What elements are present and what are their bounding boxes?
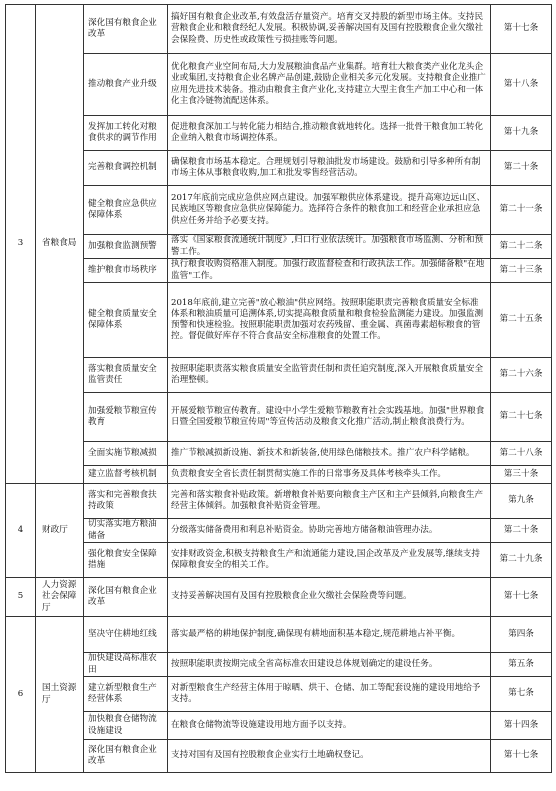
task-content: 2018年底前,建立完善"放心粮油"供应网络。按照职能职责完善粮食质量安全标准体系和粮油质量可追溯体系,切实提高粮食质量和粮食检验监测能力建设。加强监测预警和快速检验。按照职能职责加强对农药残留、重金属、真菌毒素超标粮食的管控。督促做好库存不符合食品安全标准粮食的处置工作。 <box>168 283 491 358</box>
table-row <box>6 5 552 54</box>
table-row <box>6 442 552 466</box>
task-content: 执行粮食收购资格准入制度。加强行政监督检查和行政执法工作。加强储备粮"在地监管"工作。 <box>168 259 491 283</box>
task-name: 深化国有粮食企业改革 <box>84 740 168 773</box>
task-name: 完善粮食调控机制 <box>84 151 168 186</box>
article-reference: 第四条 <box>491 617 552 653</box>
group-number: 4 <box>6 484 36 578</box>
task-content: 在粮食仓储物流等设施建设用地方面予以支持。 <box>168 712 491 740</box>
task-name: 健全粮食应急供应保障体系 <box>84 186 168 235</box>
responsible-department: 人力资源社会保障厅 <box>36 578 84 617</box>
article-reference: 第十七条 <box>491 5 552 54</box>
task-content: 2017年底前完成应急供应网点建设。加强军粮供应体系建设。提升高寒边远山区、民族地区等粮食应急供应保障能力。选择符合条件的粮食加工和经营企业承担应急供应任务并给予必要支持。 <box>168 186 491 235</box>
task-name: 健全粮食质量安全保障体系 <box>84 283 168 358</box>
article-reference: 第十四条 <box>491 712 552 740</box>
table-row <box>6 653 552 677</box>
task-name: 深化国有粮食企业改革 <box>84 578 168 617</box>
task-name: 加强爱粮节粮宣传教育 <box>84 393 168 442</box>
table-row <box>6 116 552 151</box>
table-row <box>6 151 552 186</box>
task-content: 分级落实储备费用和利息补贴资金。协助完善地方储备粮油管理办法。 <box>168 519 491 543</box>
task-name: 切实落实地方粮油储备 <box>84 519 168 543</box>
table-row <box>6 393 552 442</box>
task-content: 促进粮食深加工与转化能力相结合,推动粮食就地转化。选择一批骨干粮食加工转化企业纳入粮食市场调控体系。 <box>168 116 491 151</box>
article-reference: 第二十二条 <box>491 235 552 259</box>
article-reference: 第七条 <box>491 677 552 712</box>
task-name: 强化粮食安全保障措施 <box>84 543 168 578</box>
task-content: 完善和落实粮食补贴政策。新增粮食补贴要向粮食主产区和主产县倾斜,向粮食生产经营主体倾斜。加强粮食补贴资金管理。 <box>168 484 491 519</box>
task-content: 确保粮食市场基本稳定。合理规划引导粮油批发市场建设。鼓励和引导多种所有制市场主体从事粮食收购,加工和批发零售经营活动。 <box>168 151 491 186</box>
task-content: 支持妥善解决国有及国有控股粮食企业欠缴社会保险费等问题。 <box>168 578 491 617</box>
task-name: 推动粮食产业升级 <box>84 54 168 116</box>
responsible-department: 财政厅 <box>36 484 84 578</box>
task-content: 支持对国有及国有控股粮食企业实行土地确权登记。 <box>168 740 491 773</box>
task-name: 发挥加工转化对粮食供求的调节作用 <box>84 116 168 151</box>
table-row <box>6 677 552 712</box>
table-row <box>6 186 552 235</box>
article-reference: 第二十六条 <box>491 358 552 393</box>
article-reference: 第十九条 <box>491 116 552 151</box>
article-reference: 第二十八条 <box>491 442 552 466</box>
task-content: 对新型粮食生产经营主体用于晾晒、烘干、仓储、加工等配套设施的建设用地给予支持。 <box>168 677 491 712</box>
task-name: 落实粮食质量安全监管责任 <box>84 358 168 393</box>
table-row <box>6 259 552 283</box>
table-body <box>6 5 552 773</box>
article-reference: 第二十三条 <box>491 259 552 283</box>
task-content: 搞好国有粮食企业改革,有效盘活存量资产。培育交叉持股的新型市场主体。支持民营粮食企业和粮食经纪人发展。积极协调,妥善解决国有及国有控股粮食企业欠缴社会保险费、历史性或政策性亏损挂账等问题。 <box>168 5 491 54</box>
table-row <box>6 578 552 617</box>
task-content: 落实《国家粮食流通统计制度》,归口行业依法统计。加强粮食市场监测、分析和预警工作。 <box>168 235 491 259</box>
table-row <box>6 712 552 740</box>
article-reference: 第二十条 <box>491 151 552 186</box>
table-row <box>6 617 552 653</box>
task-content: 落实最严格的耕地保护制度,确保现有耕地面积基本稳定,规范耕地占补平衡。 <box>168 617 491 653</box>
table-row <box>6 519 552 543</box>
table-row <box>6 466 552 484</box>
article-reference: 第二十九条 <box>491 543 552 578</box>
task-name: 建立监督考核机制 <box>84 466 168 484</box>
task-content: 推广节粮减损新设施、新技术和新装备,使用绿色储粮技术。推广农户科学储粮。 <box>168 442 491 466</box>
group-number: 6 <box>6 617 36 773</box>
responsible-department: 国土资源厅 <box>36 617 84 773</box>
task-name: 全面实施节粮减损 <box>84 442 168 466</box>
task-content: 按照职能职责落实粮食质量安全监管责任制和责任追究制度,深入开展粮食质量安全治理整顿。 <box>168 358 491 393</box>
policy-table-page <box>5 4 551 773</box>
task-name: 落实和完善粮食扶持政策 <box>84 484 168 519</box>
task-name: 加快建设高标准农田 <box>84 653 168 677</box>
task-name: 建立新型粮食生产经营体系 <box>84 677 168 712</box>
responsibility-table <box>5 4 552 773</box>
article-reference: 第二十一条 <box>491 186 552 235</box>
task-content: 开展爱粮节粮宣传教育。建设中小学生爱粮节粮教育社会实践基地。加强"世界粮食日暨全国爱粮节粮宣传周"等宣传活动及粮食文化推广活动,制止粮食浪费行为。 <box>168 393 491 442</box>
task-content: 优化粮食产业空间布局,大力发展粮油食品产业集群。培育壮大粮食类产业化龙头企业或集团,支持粮食企业名牌产品创建,鼓励企业相关多元化发展。支持粮食企业推广应用先进技术装备。推动由粮食主食产业化,支持建立大型主食生产加工中心和一体化主食冷链物流配送体系。 <box>168 54 491 116</box>
group-number: 5 <box>6 578 36 617</box>
task-content: 负责粮食安全省长责任制贯彻实施工作的日常事务及具体考核牵头工作。 <box>168 466 491 484</box>
table-row <box>6 283 552 358</box>
article-reference: 第十七条 <box>491 578 552 617</box>
table-row <box>6 543 552 578</box>
article-reference: 第十八条 <box>491 54 552 116</box>
article-reference: 第九条 <box>491 484 552 519</box>
task-name: 坚决守住耕地红线 <box>84 617 168 653</box>
task-name: 深化国有粮食企业改革 <box>84 5 168 54</box>
table-row <box>6 484 552 519</box>
responsible-department: 省粮食局 <box>36 5 84 484</box>
task-content: 按照职能职责按期完成全省高标准农田建设总体规划确定的建设任务。 <box>168 653 491 677</box>
table-row <box>6 358 552 393</box>
article-reference: 第二十七条 <box>491 393 552 442</box>
group-number: 3 <box>6 5 36 484</box>
article-reference: 第二十条 <box>491 519 552 543</box>
article-reference: 第三十条 <box>491 466 552 484</box>
table-row <box>6 235 552 259</box>
table-row <box>6 740 552 773</box>
task-name: 加强粮食监测预警 <box>84 235 168 259</box>
table-row <box>6 54 552 116</box>
article-reference: 第十七条 <box>491 740 552 773</box>
article-reference: 第二十五条 <box>491 283 552 358</box>
task-name: 维护粮食市场秩序 <box>84 259 168 283</box>
task-content: 安排财政资金,积极支持粮食生产和流通能力建设,国企改革及产业发展等,继续支持保障粮食安全的相关工作。 <box>168 543 491 578</box>
task-name: 加快粮食仓储物流设施建设 <box>84 712 168 740</box>
article-reference: 第五条 <box>491 653 552 677</box>
